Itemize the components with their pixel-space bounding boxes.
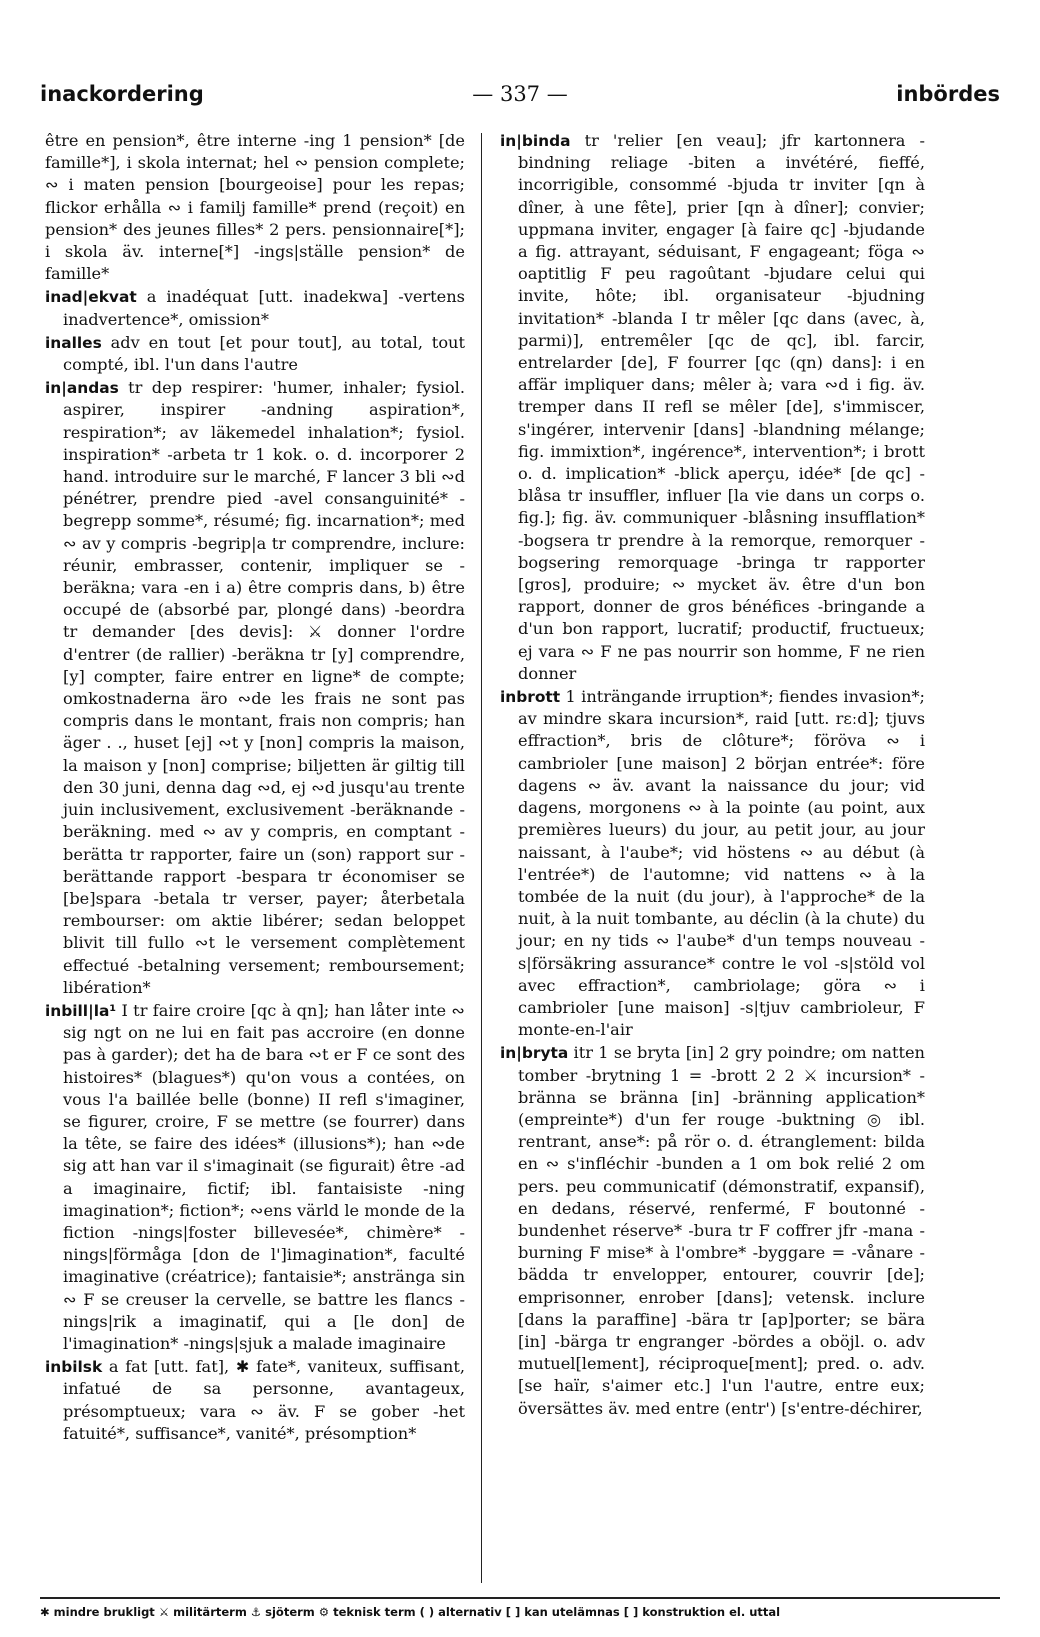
left-column bbox=[45, 130, 465, 1446]
headword: in|binda bbox=[500, 132, 571, 150]
column-divider bbox=[481, 133, 482, 1583]
legend-footer: ✱ mindre brukligt ⚔ militärterm ⚓ sjöterm ⚙ teknisk term ( ) alternativ [ ] kan utelämnas [ ] konstruktion el. uttal bbox=[40, 1605, 781, 1619]
footer-divider bbox=[40, 1597, 1000, 1599]
page-header bbox=[40, 82, 1000, 116]
headword: inbrott bbox=[500, 688, 561, 707]
entry-text: a inadéquat [utt. inadekwa] -vertens inadvertence*, omission* bbox=[63, 287, 465, 329]
page-number: — 337 — bbox=[472, 82, 568, 106]
headword: inalles bbox=[45, 333, 102, 352]
entry-text: itr 1 se bryta [in] 2 gry poindre; om natten tomber -brytning 1 = -brott 2 2 ⚔ incursion* -bränna se bränna [in] -bränning application* (empreinte*) d'un fer rouge -buktning ◎ ibl. rentrant, anse*: på rör o. d. étranglement: bilda en ∾ s'infléchir -bunden a 1 om bok relié 2 om pers. peu communicatif (démonstratif, expansif), en dedans, réservé, renfermé, F boutonné -bundenhet réserve* -bura tr F coffrer jfr -mana -burning F mise* à l'ombre* -byggare = -vånare -bädda tr envelopper, entourer, couvrir [de]; emprisonner, enrober [dans]; vetensk. inclure [dans la paraffine] -bära tr [ap]porter; se bära [in] -bärga tr engranger -bördes a oböjl. o. adv mutuel[lement], réciproque[ment]; pred. o. adv. [se haïr, s'aimer etc.] l'un l'autre, entre eux; översättes äv. med entre (entr') [s'entre-déchirer, bbox=[518, 1043, 925, 1418]
dictionary-entry bbox=[500, 1042, 925, 1419]
headword: inbill|la¹ bbox=[45, 1001, 117, 1020]
entry-text: tr 'relier [en veau]; jfr kartonnera -bindning reliage -biten a invétéré, fieffé, incorrigible, consommé -bjuda tr inviter [qn à dîner, à une fête], prier [qn à dîner]; convier; uppmana inviter, engager [à faire qc] -bjudande a fig. attrayant, séduisant, F engageant; föga ∾ oaptitlig F peu ragoûtant -bjudare celui qui invite, hôte; ibl. organisateur -bjudning invitation* -blanda I tr mêler [qc dans (avec, à, parmi)], entremêler [qc de qc], ibl. farcir, entrelarder [de], F fourrer [qc (qn) dans]: i en affär impliquer dans; mêler à; vara ∾d i fig. äv. tremper dans II refl se mêler [de], s'immiscer, s'ingérer, intervenir [dans] -blandning mélange; fig. immixtion*, ingérence*, intervention*; i brott o. d. implication* -blick aperçu, idée* [de qc] -blåsa tr insuffler, influer [la vie dans un corps o. fig.]; fig. äv. communiquer -blåsning insufflation* -bogsera tr prendre à la remorque, remorquer -bogsering remorquage -bringa tr rapporter [gros], produire; ∾ mycket äv. être d'un bon rapport, donner de gros bénéfices -bringande a d'un bon rapport, lucratif; productif, fructueux; ej vara ∾ F ne pas nourrir son homme, F ne rien donner bbox=[518, 131, 925, 683]
headword: in|bryta bbox=[500, 1044, 569, 1063]
headword: inad|ekvat bbox=[45, 288, 137, 307]
dictionary-entry bbox=[45, 377, 465, 999]
dictionary-entry bbox=[500, 686, 925, 1041]
running-head-right: inbördes bbox=[896, 82, 1000, 106]
dictionary-entry bbox=[45, 1356, 465, 1445]
dictionary-entry bbox=[45, 286, 465, 330]
dictionary-entry bbox=[45, 1000, 465, 1355]
entry-text: I tr faire croire [qc à qn]; han låter inte ∾ sig ngt on ne lui en fait pas accroire (en donne pas à garder); det ha de bara ∾t er F ce sont des histoires* (blagues*) qu'on vous a contées, on vous l'a baillée belle (bonne) II refl s'imaginer, se figurer, croire, F se mettre (se fourrer) dans la tête, se faire des idées* (illusions*); han ∾de sig att han var il s'imaginait (se figurait) être -ad a imaginaire, fictif; ibl. fantaisiste -ning imagination*; fiction*; ∾ens värld le monde de la fiction -nings|foster billevesée*, chimère* -nings|förmåga [don de l']imagination*, faculté imaginative (créatrice); fantaisie*; anstränga sin ∾ F se creuser la cervelle, se battre les flancs -nings|rik a imaginatif, qui a [le don] de l'imagination* -nings|sjuk a malade imaginaire bbox=[63, 1000, 465, 1353]
dictionary-entry bbox=[500, 130, 925, 685]
dictionary-entry bbox=[45, 130, 465, 285]
entry-text: a fat [utt. fat], ✱ fate*, vaniteux, suffisant, infatué de sa personne, avantageux, présomptueux; vara ∾ äv. F se gober -het fatuité*, suffisance*, vanité*, présomption* bbox=[63, 1357, 465, 1443]
entry-text: adv en tout [et pour tout], au total, tout compté, ibl. l'un dans l'autre bbox=[63, 332, 465, 375]
running-head-left: inackordering bbox=[40, 82, 204, 106]
entry-text: 1 inträngande irruption*; fiendes invasion*; av mindre skara incursion*, raid [utt. rɛːd]; tjuvs effraction*, bris de clôture*; föröva ∾ i cambrioler [une maison] 2 början entrée*: före dagens ∾ äv. avant la naissance du jour; vid dagens, morgonens ∾ à la pointe (au point, aux premières lueurs) du jour, au petit jour, au jour naissant, à l'aube*; vid höstens ∾ au début (à l'entrée*) de l'automne; vid nattens ∾ à la tombée de la nuit (du jour), à l'approche* de la nuit, à la nuit tombante, au déclin (à la chute) du jour; en ny tids ∾ l'aube* d'un temps nouveau -s|försäkring assurance* contre le vol -s|stöld vol avec effraction*, cambriolage; göra ∾ i cambrioler [une maison] -s|tjuv cambrioleur, F monte-en-l'air bbox=[518, 687, 925, 1040]
entry-text: tr dep respirer: 'humer, inhaler; fysiol. aspirer, inspirer -andning aspiration*, respiration*; av läkemedel inhalation*; fysiol. inspiration* -arbeta tr 1 kok. o. d. incorporer 2 hand. introduire sur le marché, F lancer 3 bli ∾d pénétrer, prendre pied -avel consanguinité* -begrepp somme*, résumé; fig. incarnation*; med ∾ av y compris -begrip|a tr comprendre, inclure: réunir, embrasser, contenir, impliquer se -beräkna; vara -en i a) être compris dans, b) être occupé de (absorbé par, plongé dans) -beordra tr demander [des devis]: ⚔ donner l'ordre d'entrer (de rallier) -beräkna tr [y] comprendre, [y] compter, faire entrer en ligne* de compte; omkostnaderna äro ∾de les frais ne sont pas compris dans le montant, frais non compris; han äger . ., huset [ej] ∾t y [non] compris la maison, la maison y [non] comprise; biljetten är giltig till den 30 juni, denna dag ∾d, ej ∾d jusqu'au trente juin inclusivement, exclusivement -beräknande -beräkning. med ∾ av y compris, en comptant -berätta tr rapporter, faire un (son) rapport sur -berättande rapport -bespara tr économiser se [be]spara -betala tr verser, payer; återbetala rembourser: om aktie libérer; sedan beloppet blivit till fullo ∾t le versement complètement effectué -betalning versement; remboursement; libération* bbox=[63, 378, 465, 997]
headword: in|andas bbox=[45, 379, 119, 398]
headword: inbilsk bbox=[45, 1358, 103, 1377]
dictionary-entry bbox=[45, 332, 465, 376]
right-column bbox=[500, 130, 925, 1421]
entry-text: être en pension*, être interne -ing 1 pension* [de famille*], i skola internat; hel ∾ pension complete; ∾ i maten pension [bourgeoise] pour les repas; flickor erhålla ∾ i familj famille* prend (reçoit) en pension* des jeunes filles* 2 pers. pensionnaire[*]; i skola äv. interne[*] -ings|ställe pension* de famille* bbox=[45, 131, 465, 284]
